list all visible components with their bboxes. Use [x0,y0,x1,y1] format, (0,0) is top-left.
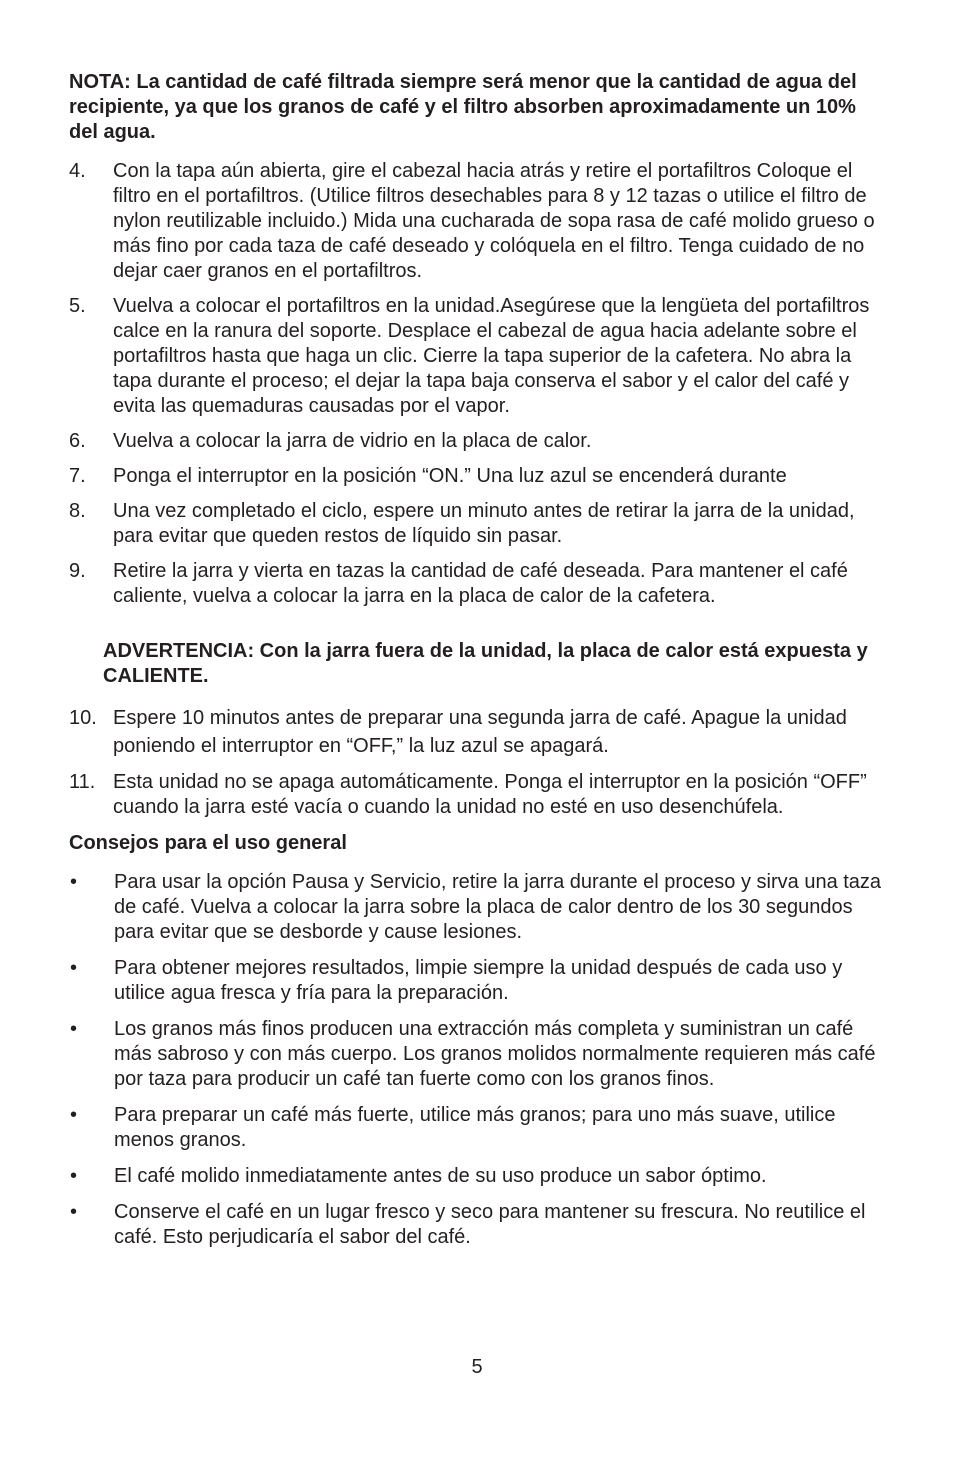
step-text: Una vez completado el ciclo, espere un minuto antes de retirar la jarra de la unidad, para evitar que queden restos de líquido sin pasar. [113,500,855,547]
tip-text: Para preparar un café más fuerte, utilice más granos; para uno más suave, utilice menos granos. [114,1104,836,1151]
list-item [69,159,889,284]
list-item [69,559,889,609]
section-heading: Consejos para el uso general [69,832,347,854]
step-number: 10. [69,707,97,729]
step-number: 6. [69,430,86,452]
list-item [69,1017,889,1092]
bullet-icon: • [70,871,78,893]
tip-text: Para usar la opción Pausa y Servicio, retire la jarra durante el proceso y sirva una taza de café. Vuelva a colocar la jarra sobre la placa de calor dentro de los 30 segundos para evitar que se desborde y cause lesiones. [114,871,882,943]
steps-list [69,159,889,609]
step-number: 7. [69,465,86,487]
list-item [69,464,889,489]
step-text: Ponga el interruptor en la posición “ON.” Una luz azul se encenderá durante [113,465,787,487]
list-item [69,704,889,760]
list-item [69,429,889,454]
list-item [69,956,889,1006]
step-number: 8. [69,500,86,522]
note-paragraph: NOTA: La cantidad de café filtrada siempre será menor que la cantidad de agua del recipiente, ya que los granos de café y el filtro absorben aproximadamente un 10% del agua. [69,71,857,143]
step-text: Con la tapa aún abierta, gire el cabezal hacia atrás y retire el portafiltros Coloque el filtro en el portafiltros. (Utilice filtros desechables para 8 y 12 tazas o utilice el filtro de nylon reutilizable incluido.) Mida una cucharada de sopa rasa de café molido grueso o más fino por cada taza de café deseado y colóquela en el filtro. Tenga cuidado de no dejar caer granos en el portafiltros. [113,160,875,282]
list-item [69,499,889,549]
step-number: 11. [69,771,96,793]
list-item [69,294,889,419]
step-text: Vuelva a colocar la jarra de vidrio en la placa de calor. [113,430,592,452]
step-number: 5. [69,295,86,317]
document-page [69,70,889,1261]
list-item [69,870,889,945]
tip-text: Los granos más finos producen una extracción más completa y suministran un café más sabroso y con más cuerpo. Los granos molidos normalmente requieren más café por taza para producir un café tan fuerte como con los granos finos. [114,1018,876,1090]
tips-list [69,870,889,1250]
bullet-icon: • [70,1018,78,1040]
list-item [69,770,889,820]
page-number: 5 [471,1356,483,1378]
step-text: Espere 10 minutos antes de preparar una segunda jarra de café. Apague la unidad poniendo el interruptor en “OFF,” la luz azul se apagará. [113,707,847,757]
tip-text: El café molido inmediatamente antes de su uso produce un sabor óptimo. [114,1165,767,1187]
tip-text: Conserve el café en un lugar fresco y seco para mantener su frescura. No reutilice el café. Esto perjudicaría el sabor del café. [114,1201,866,1248]
list-item [69,1200,889,1250]
step-text: Esta unidad no se apaga automáticamente. Ponga el interruptor en la posición “OFF” cuando la jarra esté vacía o cuando la unidad no esté en uso desenchúfela. [113,771,867,818]
step-number: 4. [69,160,86,182]
bullet-icon: • [70,1165,78,1187]
step-number: 9. [69,560,86,582]
bullet-icon: • [70,957,78,979]
step-text: Retire la jarra y vierta en tazas la cantidad de café deseada. Para mantener el café caliente, vuelva a colocar la jarra en la placa de calor de la cafetera. [113,560,848,607]
step-text: Vuelva a colocar el portafiltros en la unidad.Asegúrese que la lengüeta del portafiltros calce en la ranura del soporte. Desplace el cabezal de agua hacia adelante sobre el portafiltros hasta que haga un clic. Cierre la tapa superior de la cafetera. No abra la tapa durante el proceso; el dejar la tapa baja conserva el sabor y el calor del café y evita las quemaduras causadas por el vapor. [113,295,870,417]
warning-paragraph: ADVERTENCIA: Con la jarra fuera de la unidad, la placa de calor está expuesta y CALIENTE. [103,640,868,687]
tip-text: Para obtener mejores resultados, limpie siempre la unidad después de cada uso y utilice agua fresca y fría para la preparación. [114,957,843,1004]
list-item [69,1164,889,1189]
bullet-icon: • [70,1201,78,1223]
list-item [69,1103,889,1153]
steps-list-continued [69,704,889,820]
bullet-icon: • [70,1104,78,1126]
